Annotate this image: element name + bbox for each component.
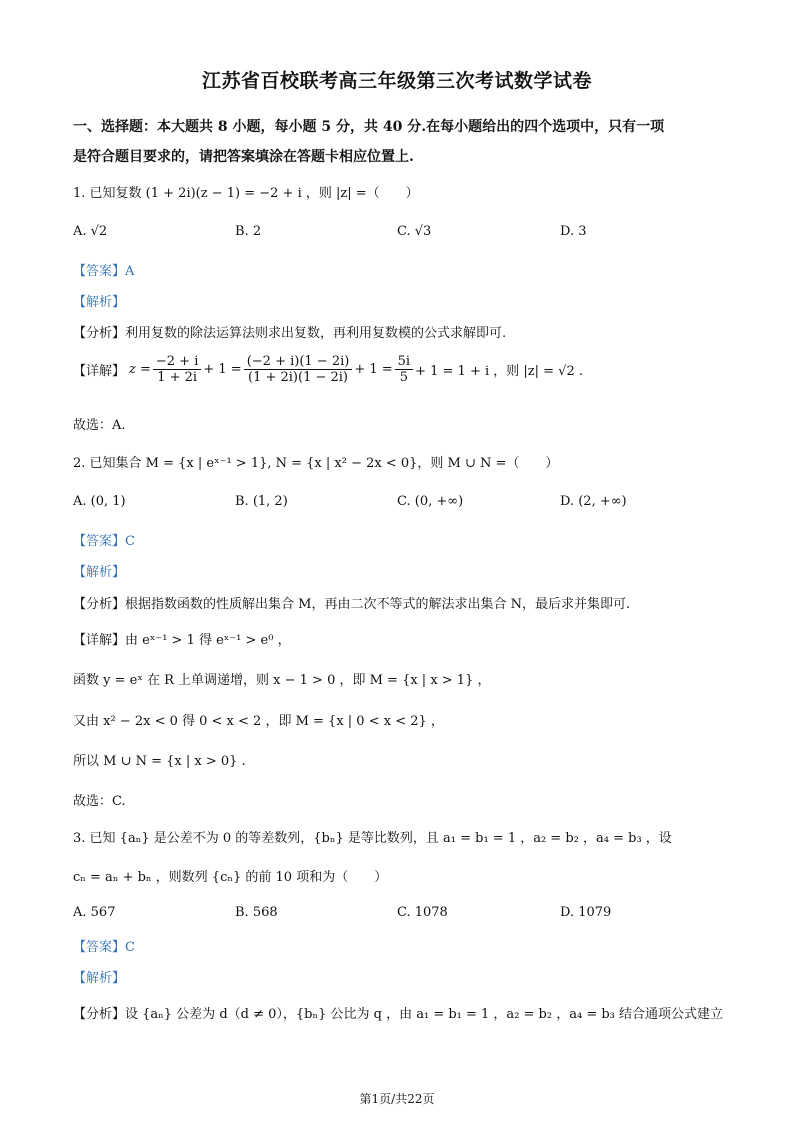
q2-detail-1: 【详解】由 eˣ⁻¹ > 1 得 eˣ⁻¹ > e⁰ ， [73, 633, 291, 648]
q1-fraction-3-den: 5 [399, 370, 409, 385]
q1-fraction-1-num: −2 + i [153, 354, 201, 370]
q1-fraction-1-den: 1 + 2i [157, 370, 198, 385]
q2-final: 故选：C. [73, 794, 126, 809]
q3-option-c: C. 1078 [397, 905, 448, 920]
q2-detail-3: 又由 x² − 2x < 0 得 0 < x < 2 ，即 M = {x | 0 < x < 2} ， [73, 714, 444, 729]
q3-analysis: 【分析】设 {aₙ} 公差为 d（d ≠ 0），{bₙ} 公比为 q ，由 a₁ = b₁ = 1 ，a₂ = b₂ ，a₄ = b₃ 结合通项公式建立 [73, 1007, 724, 1022]
q1-plus-2: + 1 = [354, 362, 393, 377]
q2-option-a: A. (0, 1) [73, 494, 126, 509]
q1-fraction-2-num: (−2 + i)(1 − 2i) [244, 354, 353, 370]
q2-analysis: 【分析】根据指数函数的性质解出集合 M，再由二次不等式的解法求出集合 N，最后求并集即可. [73, 597, 631, 612]
q2-answer-label: 【答案】C [73, 534, 135, 549]
q3-answer-label: 【答案】C [73, 940, 135, 955]
q2-stem: 2. 已知集合 M = {x | eˣ⁻¹ > 1}, N = {x | x² − 2x < 0}，则 M ∪ N =（ ） [73, 456, 559, 471]
q1-answer-label: 【答案】A [73, 264, 135, 279]
q1-option-c: C. √3 [397, 224, 432, 239]
q1-fraction-3 [395, 354, 413, 385]
section-heading-line1: 一、选择题：本大题共 8 小题，每小题 5 分，共 40 分.在每小题给出的四个选项中，只有一项 [73, 119, 665, 135]
exam-title: 江苏省百校联考高三年级第三次考试数学试卷 [201, 70, 592, 92]
q2-detail-4: 所以 M ∪ N = {x | x > 0} . [73, 754, 246, 769]
q1-stem: 1. 已知复数 (1 + 2i)(z − 1) = −2 + i ，则 |z| =（ ） [73, 186, 419, 201]
q3-jiexi-label: 【解析】 [73, 971, 126, 986]
q1-detail-label: 【详解】 [73, 364, 126, 379]
q1-plus-1: + 1 = [203, 362, 242, 377]
q1-option-d: D. 3 [560, 224, 587, 239]
q1-final: 故选：A. [73, 418, 126, 433]
q3-option-d: D. 1079 [560, 905, 612, 920]
q2-jiexi-label: 【解析】 [73, 565, 126, 580]
q2-option-c: C. (0, +∞) [397, 494, 464, 509]
q1-detail-formula [73, 354, 583, 385]
q1-option-a: A. √2 [73, 224, 108, 239]
q1-tail: + 1 = 1 + i ，则 |z| = √2 . [415, 364, 583, 379]
q1-analysis: 【分析】利用复数的除法运算法则求出复数，再利用复数模的公式求解即可. [73, 326, 507, 341]
q1-fraction-2-den: (1 + 2i)(1 − 2i) [248, 370, 349, 385]
q3-option-a: A. 567 [73, 905, 116, 920]
section-heading-line2: 是符合题目要求的，请把答案填涂在答题卡相应位置上. [73, 149, 414, 165]
q1-lhs: z = [129, 362, 151, 377]
q1-fraction-3-num: 5i [395, 354, 413, 370]
q2-detail-2: 函数 y = eˣ 在 R 上单调递增，则 x − 1 > 0 ，即 M = {x | x > 1} ， [73, 673, 491, 688]
q2-option-d: D. (2, +∞) [560, 494, 627, 509]
q1-option-b: B. 2 [235, 224, 262, 239]
q1-fraction-1 [153, 354, 201, 385]
q1-fraction-2 [244, 354, 353, 385]
q3-option-b: B. 568 [235, 905, 278, 920]
q1-jiexi-label: 【解析】 [73, 295, 126, 310]
page-footer: 第1页/共22页 [359, 1092, 435, 1106]
q3-stem-line1: 3. 已知 {aₙ} 是公差不为 0 的等差数列，{bₙ} 是等比数列，且 a₁ = b₁ = 1 ，a₂ = b₂ ，a₄ = b₃ ，设 [73, 831, 672, 846]
q2-option-b: B. (1, 2) [235, 494, 288, 509]
q3-stem-line2: cₙ = aₙ + bₙ ，则数列 {cₙ} 的前 10 项和为（ ） [73, 870, 388, 885]
